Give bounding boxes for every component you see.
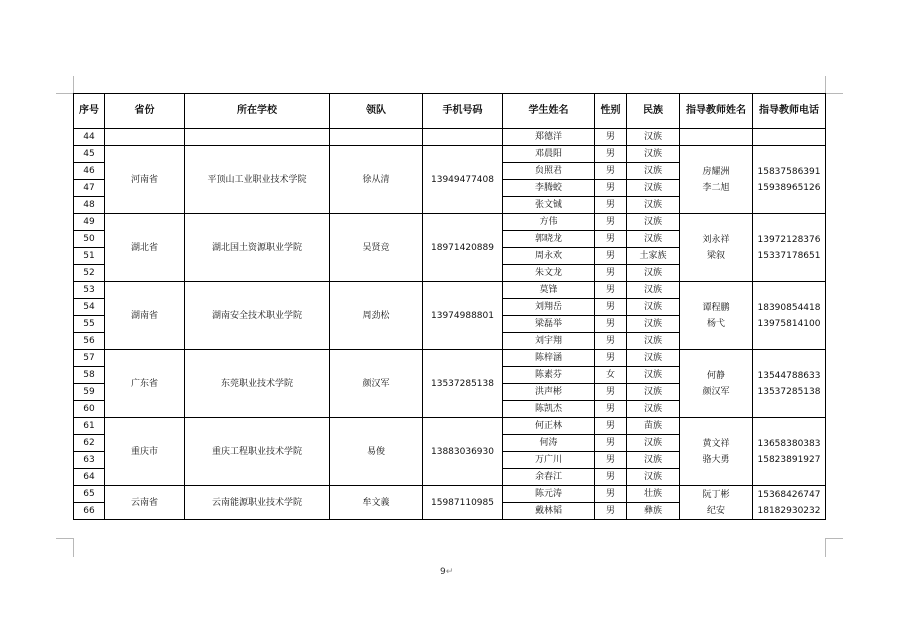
gender-cell: 男 xyxy=(595,248,627,265)
school-cell: 云南能源职业技术学院 xyxy=(185,486,330,520)
student-name-cell: 何正林 xyxy=(503,418,595,435)
gender-cell: 男 xyxy=(595,452,627,469)
teacher-phone-cell xyxy=(753,418,826,486)
school-cell: 湖南安全技术职业学院 xyxy=(185,282,330,350)
ethnic-cell: 彝族 xyxy=(627,503,680,520)
leader-cell: 易俊 xyxy=(330,418,423,486)
leader-phone-cell xyxy=(423,129,503,146)
province-cell: 湖南省 xyxy=(105,282,185,350)
student-name-cell: 梁磊举 xyxy=(503,316,595,333)
ethnic-cell: 苗族 xyxy=(627,418,680,435)
leader-phone-cell: 13883036930 xyxy=(423,418,503,486)
province-cell: 云南省 xyxy=(105,486,185,520)
teacher-phone: 15368426747 xyxy=(757,489,821,500)
header-teacher-phone: 指导教师电话 xyxy=(753,94,826,129)
crop-mark-bottom-right-h xyxy=(826,538,843,539)
row-number: 54 xyxy=(74,299,105,316)
row-number: 56 xyxy=(74,333,105,350)
teacher-name: 房耀洲 xyxy=(702,166,730,177)
school-cell: 湖北国土资源职业学院 xyxy=(185,214,330,282)
leader-cell: 颜汉军 xyxy=(330,350,423,418)
teacher-name: 骆大勇 xyxy=(702,454,730,465)
school-cell: 平顶山工业职业技术学院 xyxy=(185,146,330,214)
leader-phone-cell: 13974988801 xyxy=(423,282,503,350)
ethnic-cell: 汉族 xyxy=(627,146,680,163)
header-province: 省份 xyxy=(105,94,185,129)
crop-mark-top-left-h xyxy=(56,93,73,94)
gender-cell: 男 xyxy=(595,418,627,435)
header-student-name: 学生姓名 xyxy=(503,94,595,129)
teacher-name: 刘永祥 xyxy=(702,234,730,245)
student-name-cell: 刘翔岳 xyxy=(503,299,595,316)
student-name-cell: 戴林韬 xyxy=(503,503,595,520)
gender-cell: 男 xyxy=(595,129,627,146)
header-school: 所在学校 xyxy=(185,94,330,129)
ethnic-cell: 土家族 xyxy=(627,248,680,265)
teacher-name-cell xyxy=(680,146,753,214)
table-row xyxy=(74,129,826,146)
province-cell: 广东省 xyxy=(105,350,185,418)
leader-cell: 吴贤竞 xyxy=(330,214,423,282)
teacher-phone: 15337178651 xyxy=(757,250,821,261)
teacher-name-cell xyxy=(680,486,753,520)
header-gender: 性别 xyxy=(595,94,627,129)
teacher-name: 何静 xyxy=(706,370,725,381)
gender-cell: 男 xyxy=(595,299,627,316)
teacher-name-cell xyxy=(680,350,753,418)
row-number: 57 xyxy=(74,350,105,367)
gender-cell: 男 xyxy=(595,197,627,214)
ethnic-cell: 汉族 xyxy=(627,265,680,282)
student-name-cell: 李腾蛟 xyxy=(503,180,595,197)
teacher-name: 黄文祥 xyxy=(702,438,730,449)
leader-phone-cell: 18971420889 xyxy=(423,214,503,282)
gender-cell: 男 xyxy=(595,180,627,197)
row-number: 49 xyxy=(74,214,105,231)
gender-cell: 男 xyxy=(595,401,627,418)
header-ethnic: 民族 xyxy=(627,94,680,129)
ethnic-cell: 汉族 xyxy=(627,452,680,469)
table-row xyxy=(74,214,826,231)
student-name-cell: 何涛 xyxy=(503,435,595,452)
ethnic-cell: 汉族 xyxy=(627,401,680,418)
province-cell: 湖北省 xyxy=(105,214,185,282)
table-row xyxy=(74,350,826,367)
province-cell: 河南省 xyxy=(105,146,185,214)
student-name-cell: 刘宇翔 xyxy=(503,333,595,350)
leader-cell xyxy=(330,129,423,146)
teacher-name: 杨弋 xyxy=(706,318,725,329)
student-name-cell: 陈梓涵 xyxy=(503,350,595,367)
gender-cell: 女 xyxy=(595,367,627,384)
leader-cell: 徐从清 xyxy=(330,146,423,214)
student-name-cell: 洪声彬 xyxy=(503,384,595,401)
teacher-name: 阮丁彬 xyxy=(702,489,730,500)
gender-cell: 男 xyxy=(595,333,627,350)
student-name-cell: 陈元涛 xyxy=(503,486,595,503)
teacher-phone-cell xyxy=(753,146,826,214)
ethnic-cell: 汉族 xyxy=(627,435,680,452)
teacher-phone: 13544788633 xyxy=(757,370,821,381)
teacher-name: 纪安 xyxy=(706,505,725,516)
table-header-row xyxy=(74,94,826,129)
teacher-name: 谭程鹏 xyxy=(702,302,730,313)
crop-mark-top-left-v xyxy=(73,76,74,93)
ethnic-cell: 汉族 xyxy=(627,384,680,401)
leader-cell: 牟文義 xyxy=(330,486,423,520)
student-name-cell: 朱文龙 xyxy=(503,265,595,282)
student-name-cell: 郑德洋 xyxy=(503,129,595,146)
row-number: 48 xyxy=(74,197,105,214)
table-row xyxy=(74,146,826,163)
header-leader: 领队 xyxy=(330,94,423,129)
row-number: 59 xyxy=(74,384,105,401)
header-teacher-name: 指导教师姓名 xyxy=(680,94,753,129)
gender-cell: 男 xyxy=(595,316,627,333)
row-number: 53 xyxy=(74,282,105,299)
teacher-name-cell xyxy=(680,214,753,282)
teacher-phone: 15837586391 xyxy=(757,166,821,177)
teacher-phone: 13537285138 xyxy=(757,386,821,397)
ethnic-cell: 汉族 xyxy=(627,299,680,316)
ethnic-cell: 汉族 xyxy=(627,282,680,299)
gender-cell: 男 xyxy=(595,503,627,520)
header-phone: 手机号码 xyxy=(423,94,503,129)
leader-cell: 周劲松 xyxy=(330,282,423,350)
province-cell: 重庆市 xyxy=(105,418,185,486)
ethnic-cell: 汉族 xyxy=(627,316,680,333)
gender-cell: 男 xyxy=(595,265,627,282)
gender-cell: 男 xyxy=(595,350,627,367)
leader-phone-cell: 13537285138 xyxy=(423,350,503,418)
gender-cell: 男 xyxy=(595,231,627,248)
teacher-phone: 13972128376 xyxy=(757,234,821,245)
ethnic-cell: 汉族 xyxy=(627,469,680,486)
teacher-name-cell xyxy=(680,129,753,146)
leader-phone-cell: 15987110985 xyxy=(423,486,503,520)
row-number: 50 xyxy=(74,231,105,248)
gender-cell: 男 xyxy=(595,214,627,231)
row-number: 65 xyxy=(74,486,105,503)
province-cell xyxy=(105,129,185,146)
student-name-cell: 周永欢 xyxy=(503,248,595,265)
row-number: 58 xyxy=(74,367,105,384)
student-name-cell: 张文铖 xyxy=(503,197,595,214)
table-row xyxy=(74,282,826,299)
ethnic-cell: 汉族 xyxy=(627,163,680,180)
student-name-cell: 郭晓龙 xyxy=(503,231,595,248)
teacher-phone-cell xyxy=(753,486,826,520)
teacher-phone: 18390854418 xyxy=(757,302,821,313)
student-name-cell: 邓晨阳 xyxy=(503,146,595,163)
student-name-cell: 陈素芬 xyxy=(503,367,595,384)
gender-cell: 男 xyxy=(595,486,627,503)
teacher-phone: 18182930232 xyxy=(757,505,821,516)
crop-mark-top-right-h xyxy=(826,93,843,94)
ethnic-cell: 汉族 xyxy=(627,214,680,231)
row-number: 55 xyxy=(74,316,105,333)
ethnic-cell: 壮族 xyxy=(627,486,680,503)
row-number: 51 xyxy=(74,248,105,265)
gender-cell: 男 xyxy=(595,282,627,299)
teacher-phone-cell xyxy=(753,282,826,350)
gender-cell: 男 xyxy=(595,163,627,180)
crop-mark-bottom-left-h xyxy=(56,538,73,539)
teacher-name: 颜汉军 xyxy=(702,386,730,397)
row-number: 47 xyxy=(74,180,105,197)
gender-cell: 男 xyxy=(595,435,627,452)
gender-cell: 男 xyxy=(595,384,627,401)
school-cell xyxy=(185,129,330,146)
student-name-cell: 莫锋 xyxy=(503,282,595,299)
teacher-phone-cell xyxy=(753,214,826,282)
crop-mark-bottom-right-v xyxy=(825,538,826,557)
teacher-phone: 13658380383 xyxy=(757,438,821,449)
participant-table xyxy=(73,93,826,520)
teacher-phone-cell xyxy=(753,350,826,418)
ethnic-cell: 汉族 xyxy=(627,231,680,248)
ethnic-cell: 汉族 xyxy=(627,350,680,367)
teacher-name: 梁叙 xyxy=(706,250,725,261)
student-name-cell: 方伟 xyxy=(503,214,595,231)
ethnic-cell: 汉族 xyxy=(627,129,680,146)
participant-table-wrapper xyxy=(73,93,826,520)
ethnic-cell: 汉族 xyxy=(627,333,680,350)
row-number: 66 xyxy=(74,503,105,520)
school-cell: 东莞职业技术学院 xyxy=(185,350,330,418)
teacher-name-cell xyxy=(680,282,753,350)
row-number: 61 xyxy=(74,418,105,435)
row-number: 52 xyxy=(74,265,105,282)
ethnic-cell: 汉族 xyxy=(627,197,680,214)
crop-mark-top-right-v xyxy=(825,76,826,93)
student-name-cell: 余春江 xyxy=(503,469,595,486)
table-row xyxy=(74,486,826,503)
school-cell: 重庆工程职业技术学院 xyxy=(185,418,330,486)
table-body xyxy=(74,129,826,520)
teacher-phone: 13975814100 xyxy=(757,318,821,329)
row-number: 60 xyxy=(74,401,105,418)
row-number: 64 xyxy=(74,469,105,486)
teacher-phone-cell xyxy=(753,129,826,146)
student-name-cell: 万广川 xyxy=(503,452,595,469)
row-number: 63 xyxy=(74,452,105,469)
student-name-cell: 贠照君 xyxy=(503,163,595,180)
ethnic-cell: 汉族 xyxy=(627,367,680,384)
row-number: 62 xyxy=(74,435,105,452)
teacher-phone: 15823891927 xyxy=(757,454,821,465)
leader-phone-cell: 13949477408 xyxy=(423,146,503,214)
student-name-cell: 陈凯杰 xyxy=(503,401,595,418)
row-number: 46 xyxy=(74,163,105,180)
gender-cell: 男 xyxy=(595,146,627,163)
teacher-phone: 15938965126 xyxy=(757,182,821,193)
page-number: 9↵ xyxy=(440,567,454,577)
ethnic-cell: 汉族 xyxy=(627,180,680,197)
gender-cell: 男 xyxy=(595,469,627,486)
row-number: 44 xyxy=(74,129,105,146)
teacher-name-cell xyxy=(680,418,753,486)
header-no: 序号 xyxy=(74,94,105,129)
row-number: 45 xyxy=(74,146,105,163)
table-row xyxy=(74,418,826,435)
crop-mark-bottom-left-v xyxy=(73,538,74,557)
teacher-name: 李二旭 xyxy=(702,182,730,193)
